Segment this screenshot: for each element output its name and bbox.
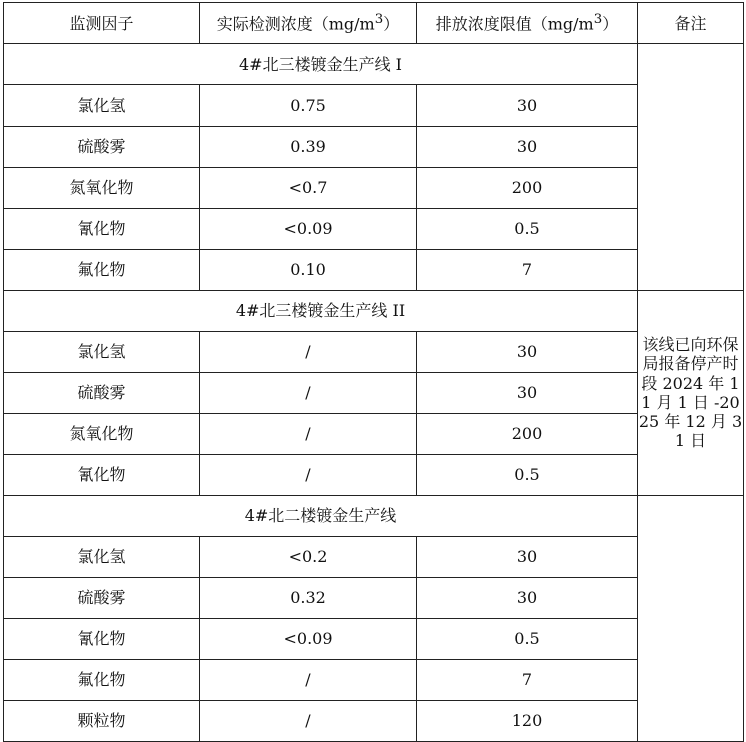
header-limit-text: 排放浓度限值（mg/m xyxy=(435,14,594,34)
section-title: 4#北三楼镀金生产线 I xyxy=(4,44,638,85)
limit-cell: 200 xyxy=(417,413,638,454)
factor-cell: 颗粒物 xyxy=(4,700,200,741)
header-remark: 备注 xyxy=(638,3,744,44)
factor-cell: 氰化物 xyxy=(4,208,200,249)
table-row xyxy=(4,536,744,577)
table-row xyxy=(4,372,744,413)
limit-cell: 7 xyxy=(417,249,638,290)
table-row xyxy=(4,577,744,618)
actual-cell: 0.39 xyxy=(200,126,417,167)
actual-cell: / xyxy=(200,700,417,741)
limit-cell: 30 xyxy=(417,536,638,577)
actual-cell: 0.32 xyxy=(200,577,417,618)
table-row xyxy=(4,700,744,741)
table-row xyxy=(4,126,744,167)
factor-cell: 氟化物 xyxy=(4,659,200,700)
header-row xyxy=(4,3,744,44)
actual-cell: <0.2 xyxy=(200,536,417,577)
actual-cell: / xyxy=(200,454,417,495)
limit-cell: 30 xyxy=(417,372,638,413)
table-row xyxy=(4,167,744,208)
actual-cell: / xyxy=(200,331,417,372)
header-limit-sup: 3 xyxy=(593,12,603,28)
section-title: 4#北二楼镀金生产线 xyxy=(4,495,638,536)
table-row xyxy=(4,249,744,290)
limit-cell: 0.5 xyxy=(417,454,638,495)
remark-cell xyxy=(638,44,744,290)
actual-cell: <0.09 xyxy=(200,208,417,249)
section-row xyxy=(4,44,744,85)
actual-cell: / xyxy=(200,659,417,700)
header-actual xyxy=(200,3,417,44)
actual-cell: <0.09 xyxy=(200,618,417,659)
section-row xyxy=(4,290,744,331)
limit-cell: 30 xyxy=(417,577,638,618)
limit-cell: 30 xyxy=(417,126,638,167)
table-row xyxy=(4,454,744,495)
limit-cell: 0.5 xyxy=(417,208,638,249)
factor-cell: 氟化物 xyxy=(4,249,200,290)
factor-cell: 硫酸雾 xyxy=(4,372,200,413)
limit-cell: 7 xyxy=(417,659,638,700)
actual-cell: 0.10 xyxy=(200,249,417,290)
factor-cell: 氮氧化物 xyxy=(4,413,200,454)
limit-cell: 30 xyxy=(417,331,638,372)
factor-cell: 氯化氢 xyxy=(4,85,200,126)
remark-cell xyxy=(638,495,744,741)
actual-cell: <0.7 xyxy=(200,167,417,208)
header-factor: 监测因子 xyxy=(4,3,200,44)
limit-cell: 120 xyxy=(417,700,638,741)
limit-cell: 30 xyxy=(417,85,638,126)
actual-cell: / xyxy=(200,372,417,413)
header-limit xyxy=(417,3,638,44)
table-row xyxy=(4,331,744,372)
header-actual-text: 实际检测浓度（mg/m xyxy=(216,14,375,34)
table-row xyxy=(4,618,744,659)
table-row xyxy=(4,85,744,126)
factor-cell: 硫酸雾 xyxy=(4,126,200,167)
monitoring-table xyxy=(3,2,744,742)
actual-cell: / xyxy=(200,413,417,454)
factor-cell: 硫酸雾 xyxy=(4,577,200,618)
factor-cell: 氯化氢 xyxy=(4,536,200,577)
actual-cell: 0.75 xyxy=(200,85,417,126)
section-row xyxy=(4,495,744,536)
remark-cell: 该线已向环保局报备停产时段 2024 年 11 月 1 日 -2025 年 12 月 31 日 xyxy=(638,290,744,495)
factor-cell: 氰化物 xyxy=(4,454,200,495)
factor-cell: 氯化氢 xyxy=(4,331,200,372)
limit-cell: 200 xyxy=(417,167,638,208)
header-actual-sup: 3 xyxy=(374,12,384,28)
table-row xyxy=(4,413,744,454)
header-limit-suffix: ） xyxy=(602,14,619,34)
table-row xyxy=(4,659,744,700)
header-actual-suffix: ） xyxy=(383,14,400,34)
section-title: 4#北三楼镀金生产线 II xyxy=(4,290,638,331)
factor-cell: 氰化物 xyxy=(4,618,200,659)
factor-cell: 氮氧化物 xyxy=(4,167,200,208)
limit-cell: 0.5 xyxy=(417,618,638,659)
table-row xyxy=(4,208,744,249)
